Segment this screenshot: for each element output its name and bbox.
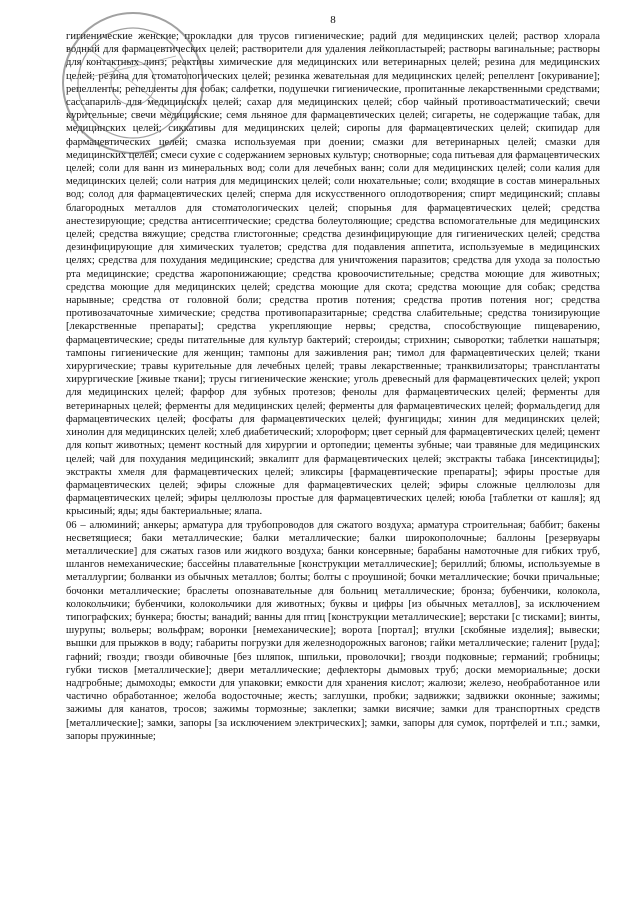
- class-06-goods-paragraph: 06 – алюминий; анкеры; арматура для трубопроводов для сжатого воздуха; арматура строительная; баббит; бакены несветящиеся; баки металлические; балки металлические; балки широкополочные; баллоны [резервуары металлические] для сжатых газов или жидкого воздуха; банки консервные; барабаны намоточные для гибких труб, шлангов немеханические; бассейны плавательные [конструкции металлические]; бериллий; блюмы, используемые в металлургии; болванки из обычных металлов; болты; болты с проушиной; бочки металлические; бочки причальные; бочонки металлические; браслеты опознавательные для больниц металлические; бронза; бубенчики, колокола, колокольчики; бубенчики, колокольчики для животных; буквы и цифры [из обычных металлов], за исключением типографских; бункера; бюсты; ванадий; ванны для птиц [конструкции металлические]; верстаки [с тисками]; винты, шурупы; вольеры; вольфрам; воронки [немеханические]; ворота [портал]; втулки [скобяные изделия]; вывески; вышки для прыжков в воду; габариты погрузки для железнодорожных вагонов; гайки металлические; галенит [руда]; гафний; гвозди; гвозди обивочные [без шляпок, шпильки, проволочки]; гвозди подковные; германий; гробницы; губки тисков [металлические]; двери металлические; дефлекторы дымовых труб; доски мемориальные; доски надгробные; дымоходы; емкости для упаковки; емкости для хранения кислот; жалюзи; железо, необработанное или частично обработанное; желоба водосточные; жесть; заглушки, пробки; задвижки; задвижки оконные; зажимы; зажимы для канатов, тросов; зажимы тормозные; заклепки; замки висячие; замки для транспортных средств [металлические]; замки, запоры [за исключением электрических]; замки, запоры для сумок, портфелей и т.п.; замки, запоры пружинные;: [66, 519, 600, 742]
- document-body: [66, 30, 600, 743]
- class-05-goods-paragraph: гигиенические женские; прокладки для трусов гигиенические; радий для медицинских целей; раствор хлорала водный для фармацевтических целей; растворители для удаления лейкопластырей; растворы вагинальные; растворы для контактных линз; реактивы химические для медицинских или ветеринарных целей; резина для медицинских целей; резина для стоматологических целей; резинка жевательная для медицинских целей; репеллент [окуривание]; репелленты; репелленты для собак; салфетки, подушечки гигиенические, пропитанные лекарственными средствами; сассапариль для медицинских целей; сахар для медицинских целей; сбор чайный противоастматический; свечи курительные; свечи медицинские; семя льняное для фармацевтических целей; сигареты, не содержащие табак, для медицинских целей; сиккативы для медицинских целей; сиропы для фармацевтических целей; скипидар для фармацевтических целей; смазка используемая при доении; смазки для ветеринарных целей; смазки для медицинских целей; смеси сухие с содержанием зерновых культур; снотворные; сода питьевая для фармацевтических целей; соли для ванн из минеральных вод; соли для лечебных ванн; соли для медицинских целей; соли калия для медицинских целей; соли натрия для медицинских целей; соли нюхательные; соли; входящие в состав минеральных вод; солод для фармацевтических целей; сперма для искусственного оплодотворения; спирт медицинский; сплавы благородных металлов для стоматологических целей; спорынья для фармацевтических целей; средства анестезирующие; средства антисептические; средства болеутоляющие; средства вспомогательные для медицинских целей; средства вяжущие; средства глистогонные; средства дезинфицирующие для гигиенических целей; средства дезинфицирующие для химических туалетов; средства для подавления аппетита, используемые в медицинских целях; средства для похудания медицинские; средства для уничтожения паразитов; средства для ухода за полостью рта медицинские; средства жаропонижающие; средства кровоочистительные; средства моющие для животных; средства моющие для медицинских целей; средства моющие для скота; средства моющие для собак; средства нарывные; средства от головной боли; средства против потения; средства против потения ног; средства противозачаточные химические; средства противопаразитарные; средства слабительные; средства тонизирующие [лекарственные препараты]; средства укрепляющие нервы; средства, способствующие пищеварению, фармацевтические; среды питательные для культур бактерий; стероиды; стрихнин; сыворотки; таблетки нашатыря; тампоны гигиенические для женщин; тампоны для заживления ран; тимол для фармацевтических целей; ткани хирургические; травы курительные для лечебных целей; травы лекарственные; транквилизаторы; трансплантаты хирургические [живые ткани]; трусы гигиенические женские; уголь древесный для фармацевтических целей; укроп для медицинских целей; фарфор для зубных протезов; фенолы для фармацевтических целей; ферменты для ветеринарных целей; ферменты для медицинских целей; ферменты для фармацевтических целей; формальдегид для фармацевтических целей; фосфаты для фармацевтических целей; фунгициды; хинин для медицинских целей; хинолин для медицинских целей; хлеб диабетический; хлороформ; цвет серный для фармацевтических целей; цемент для копыт животных; цемент костный для хирургии и ортопедии; цементы зубные; чаи травяные для медицинских целей; чай для похудания медицинский; эвкалипт для фармацевтических целей; экстракты табака [инсектициды]; экстракты хмеля для фармацевтических целей; эликсиры [фармацевтические препараты]; эфиры простые для фармацевтических целей; эфиры сложные для фармацевтических целей; эфиры сложные целлюлозы для фармацевтических целей; эфиры целлюлозы простые для фармацевтических целей; ююба [таблетки от кашля]; яд крысиный; яды; яды бактериальные; ялапа.: [66, 31, 600, 518]
- page-number: 8: [330, 14, 336, 26]
